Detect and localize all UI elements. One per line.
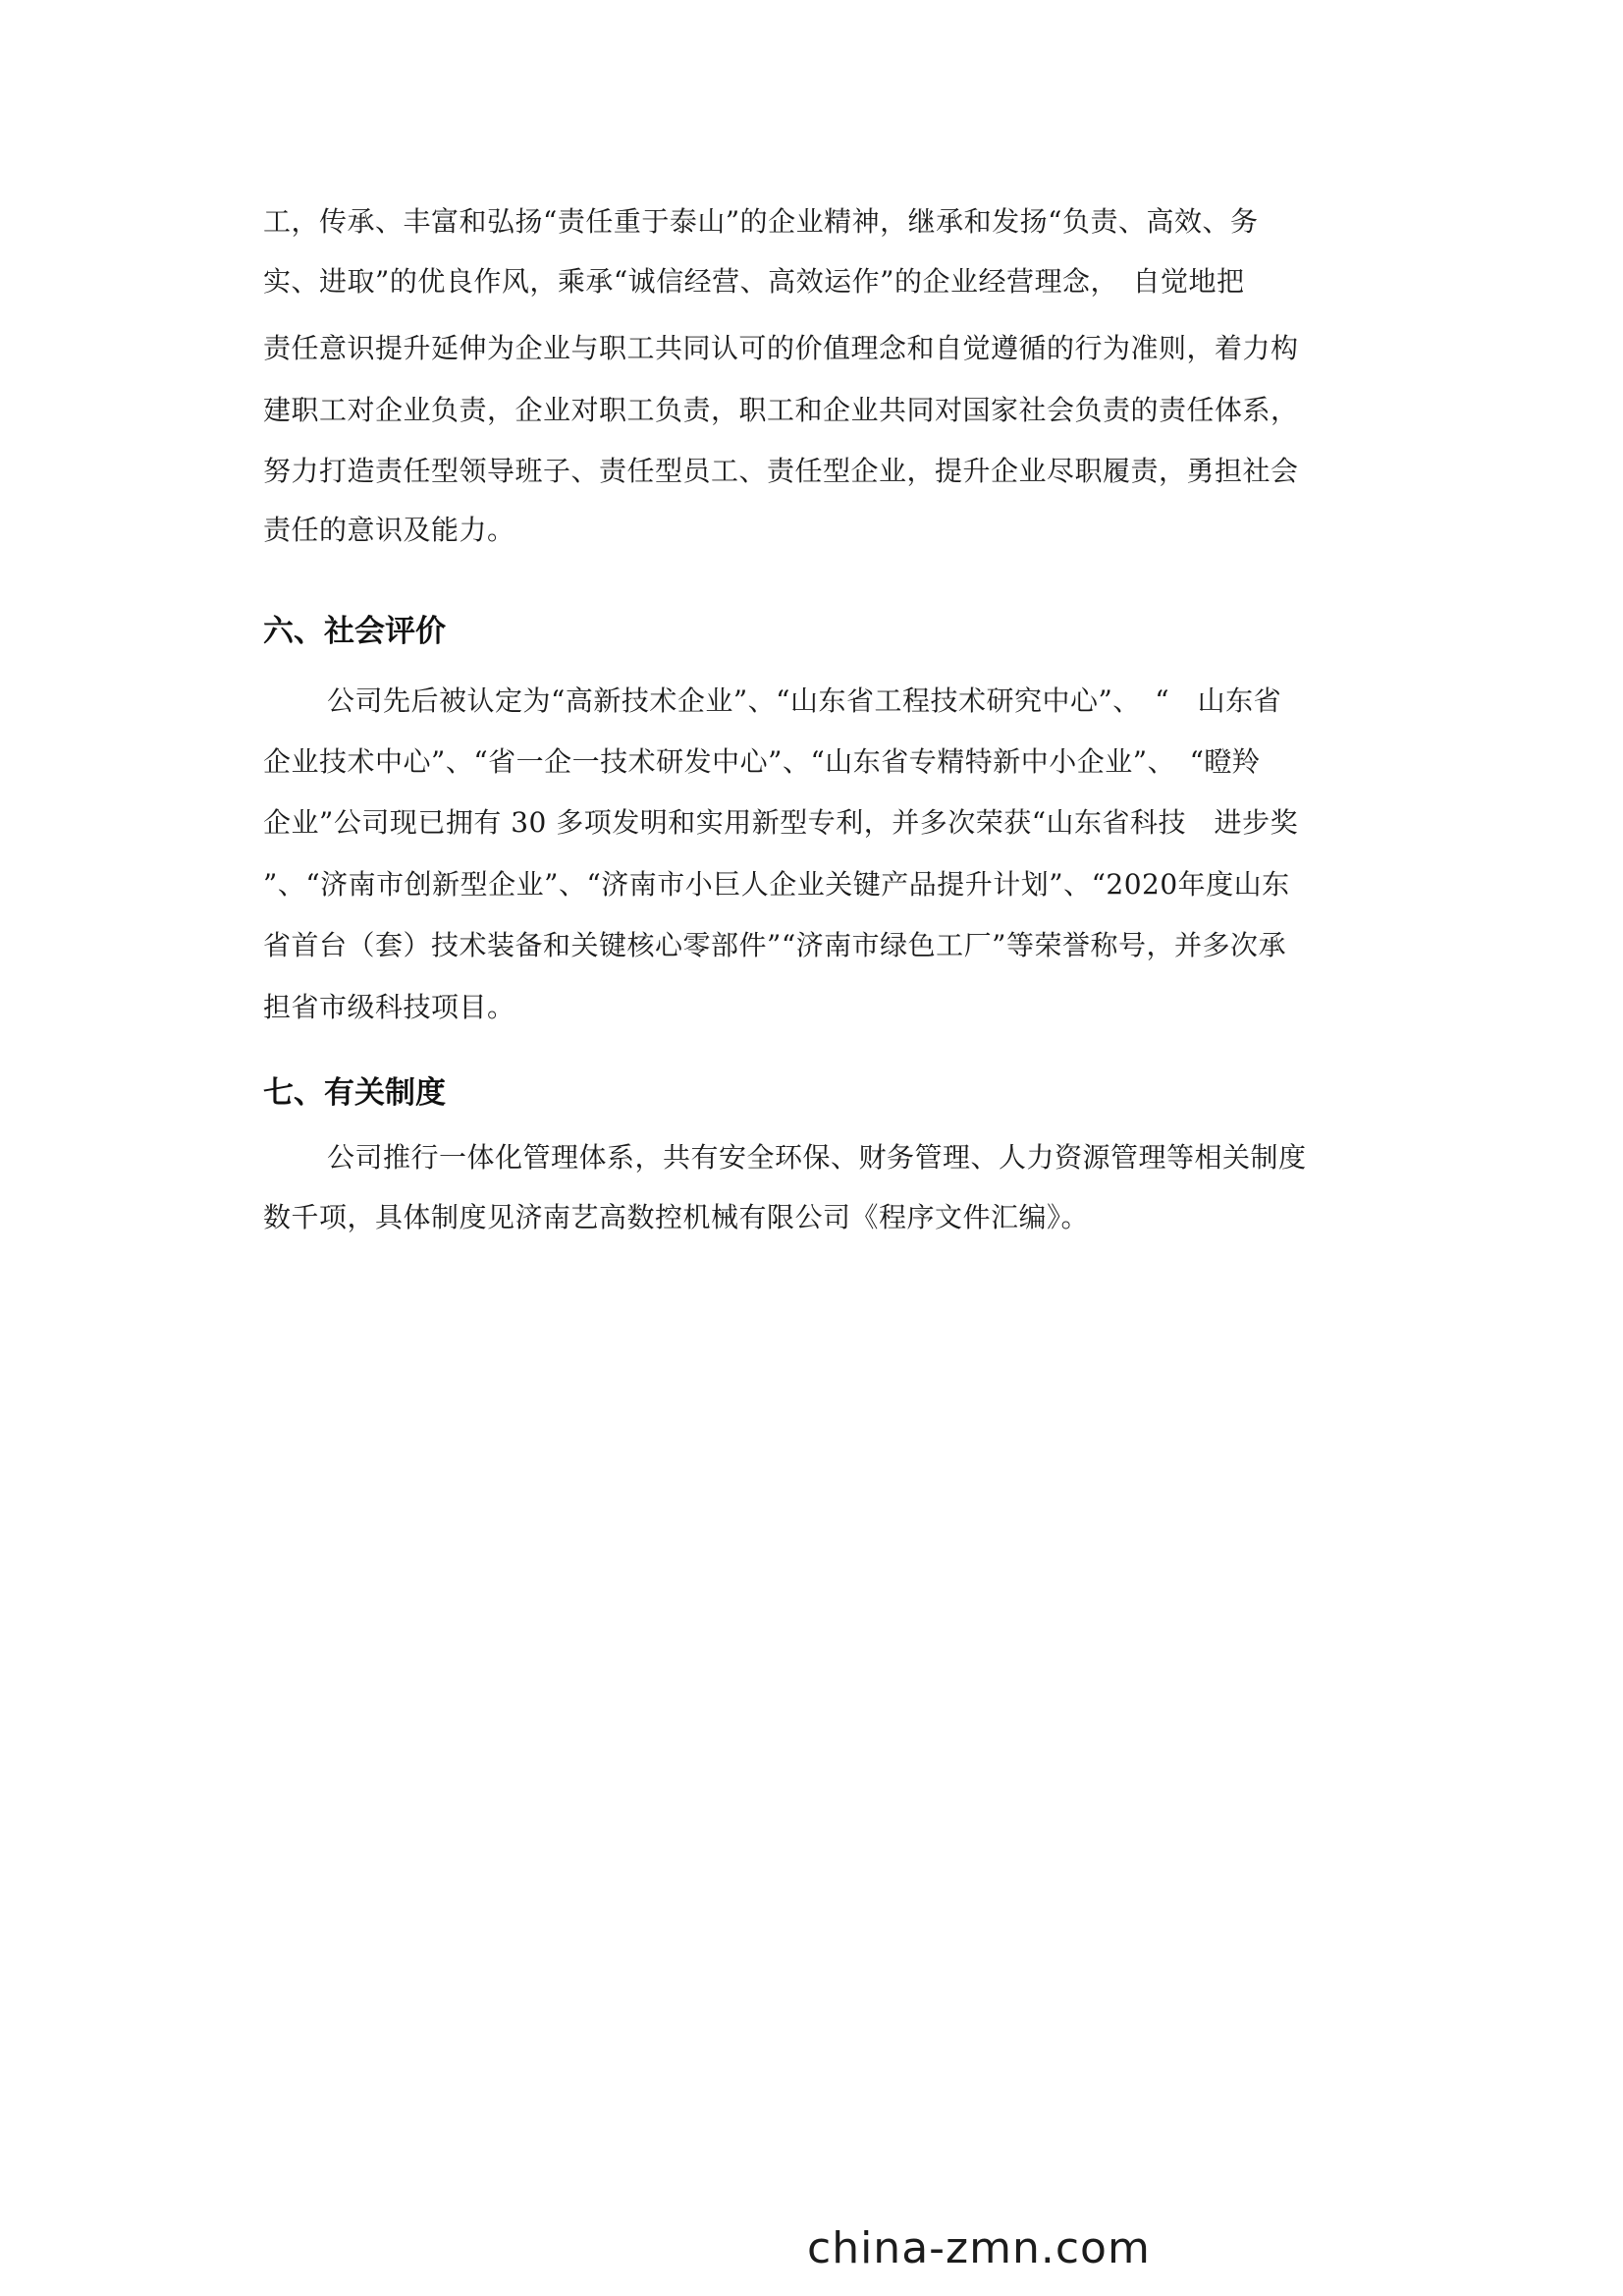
- intro-line-1: 工，传承、丰富和弘扬“责任重于泰山”的企业精神，继承和发扬“负责、高效、务: [263, 205, 1259, 238]
- intro-line-6: 责任的意识及能力。: [263, 514, 515, 546]
- intro-line-3: 责任意识提升延伸为企业与职工共同认可的价值理念和自觉遵循的行为准则，着力构: [263, 332, 1299, 364]
- section7-line-1: 公司推行一体化管理体系，共有安全环保、财务管理、人力资源管理等相关制度: [327, 1141, 1307, 1174]
- section6-heading: 六、社会评价: [263, 614, 446, 649]
- intro-line-4: 建职工对企业负责，企业对职工负责，职工和企业共同对国家社会负责的责任体系，: [263, 394, 1299, 426]
- section6-line-2: 企业技术中心”、“省一企一技术研发中心”、“山东省专精特新中小企业”、 “瞪羚: [263, 745, 1261, 778]
- section6-line-6: 担省市级科技项目。: [263, 991, 515, 1023]
- section6-line-1: 公司先后被认定为“高新技术企业”、“山东省工程技术研究中心”、 “ 山东省: [327, 684, 1282, 717]
- section7-heading: 七、有关制度: [263, 1075, 446, 1111]
- section7-line-2: 数千项，具体制度见济南艺高数控机械有限公司《程序文件汇编》。: [263, 1201, 1090, 1233]
- section6-line-3: 企业”公司现已拥有 30 多项发明和实用新型专利，并多次荣获“山东省科技 进步奖: [263, 806, 1299, 839]
- intro-line-5: 努力打造责任型领导班子、责任型员工、责任型企业，提升企业尽职履责，勇担社会: [263, 455, 1299, 487]
- section6-line-4: ”、“济南市创新型企业”、“济南市小巨人企业关键产品提升计划”、“2020年度山东: [263, 868, 1290, 901]
- intro-line-2: 实、进取”的优良作风，乘承“诚信经营、高效运作”的企业经营理念， 自觉地把: [263, 265, 1245, 298]
- site-watermark: china-zmn.com: [807, 2223, 1151, 2273]
- section6-line-5: 省首台（套）技术装备和关键核心零部件”“济南市绿色工厂”等荣誉称号，并多次承: [263, 929, 1286, 961]
